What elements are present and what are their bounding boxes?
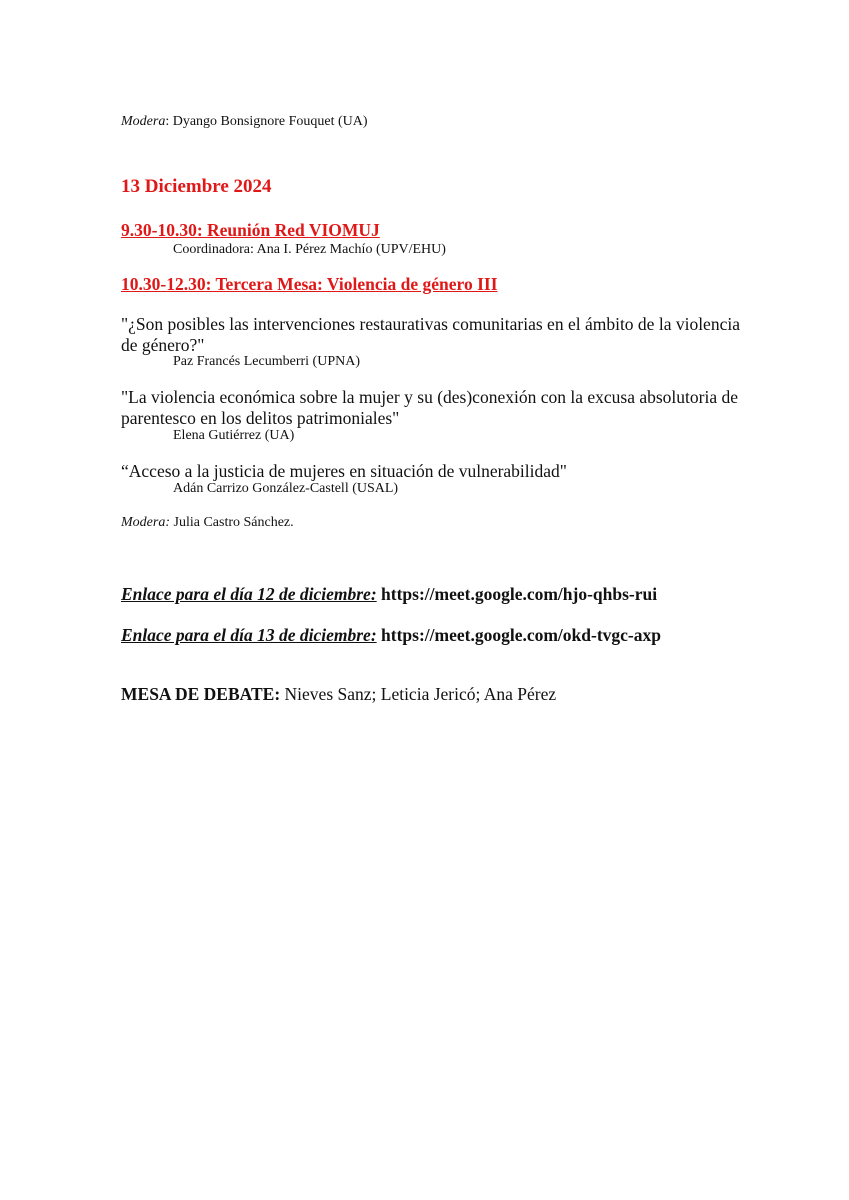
session2-moderator-label: Modera: [121, 515, 170, 530]
link-day13-label: Enlace para el día 13 de diciembre: [121, 625, 377, 645]
debate-label: MESA DE DEBATE: [121, 684, 281, 704]
session2-moderator-name: Julia Castro Sánchez. [170, 515, 294, 530]
session2-moderator [121, 515, 294, 531]
day-heading: 13 Diciembre 2024 [121, 176, 272, 197]
session1-title: 9.30-10.30: Reunión Red VIOMUJ [121, 220, 380, 240]
debate-panel [121, 684, 556, 704]
moderator-label: Modera [121, 114, 166, 129]
session1-coordinator: Coordinadora: Ana I. Pérez Machío (UPV/EHU) [173, 242, 446, 257]
link-day12-url[interactable]: https://meet.google.com/hjo-qhbs-rui [376, 584, 658, 604]
talk1-title-line1: "¿Son posibles las intervenciones restaurativas comunitarias en el ámbito de la violencia [121, 314, 740, 334]
previous-moderator [121, 114, 368, 130]
link-day12-label: Enlace para el día 12 de diciembre: [121, 584, 377, 604]
talk3-speaker: Adán Carrizo González-Castell (USAL) [173, 481, 399, 496]
link-day13-url[interactable]: https://meet.google.com/okd-tvgc-axp [376, 625, 661, 645]
talk1-speaker: Paz Francés Lecumberri (UPNA) [173, 354, 360, 369]
talk2-speaker: Elena Gutiérrez (UA) [173, 428, 295, 443]
link-day12 [121, 584, 657, 604]
moderator-separator: : [165, 114, 173, 129]
talk2-title-line2: parentesco en los delitos patrimoniales" [121, 408, 400, 428]
moderator-name: Dyango Bonsignore Fouquet (UA) [172, 114, 368, 129]
session2-title: 10.30-12.30: Tercera Mesa: Violencia de género III [121, 274, 498, 294]
debate-members: Nieves Sanz; Leticia Jericó; Ana Pérez [280, 684, 557, 704]
talk2-title-line1: "La violencia económica sobre la mujer y su (des)conexión con la excusa absolutoria de [121, 387, 738, 407]
talk3-title-line1: “Acceso a la justicia de mujeres en situación de vulnerabilidad" [121, 461, 567, 481]
link-day13 [121, 625, 661, 645]
talk1-title-line2: de género?" [121, 335, 205, 355]
